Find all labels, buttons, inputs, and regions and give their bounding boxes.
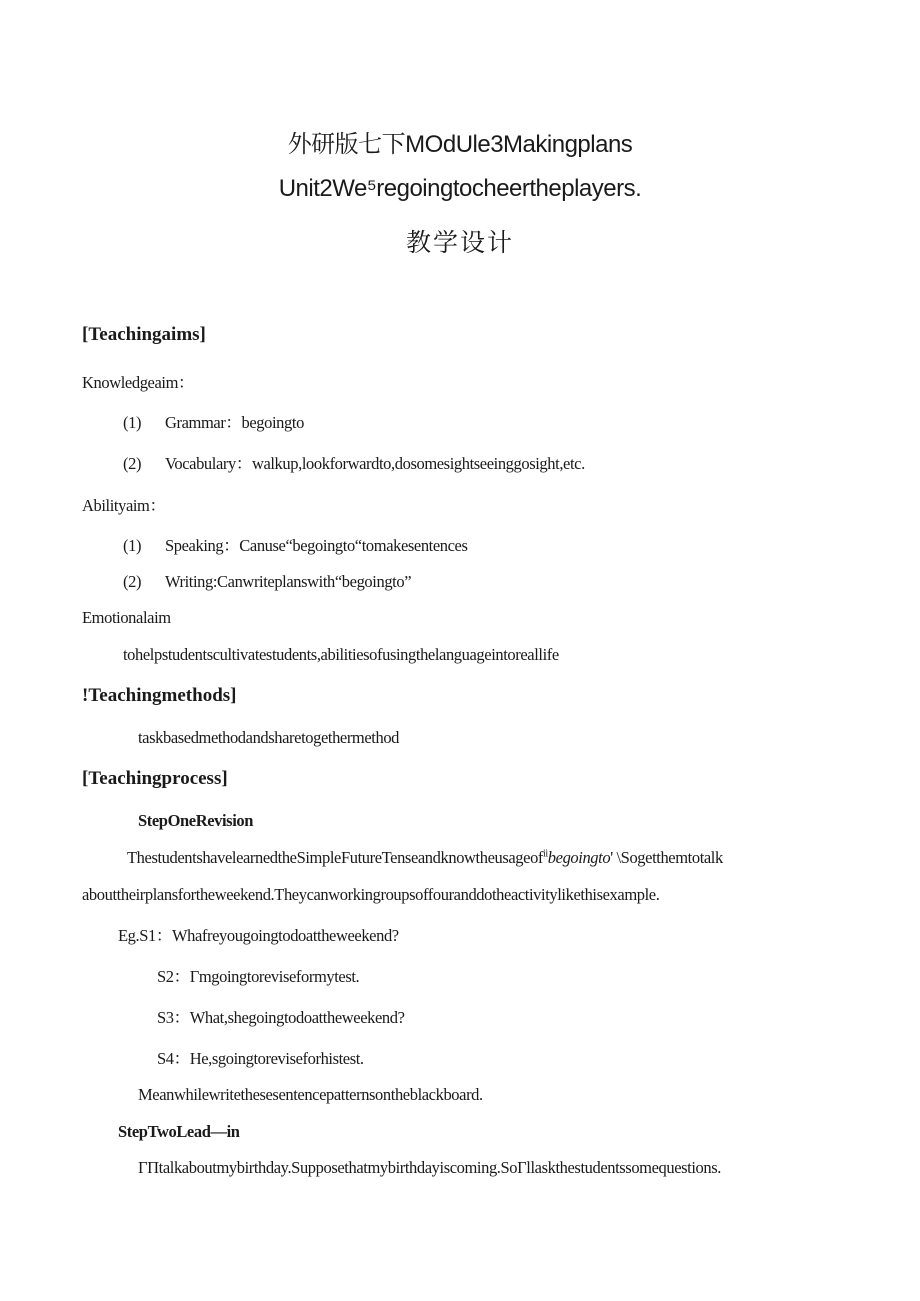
emotional-aim-text: tohelpstudentscultivatestudents,abilitiesofusingthelanguageintoreallife	[123, 645, 559, 664]
step-two-title: StepTwoLead—in	[118, 1122, 240, 1141]
list-item-text: Writing:Canwriteplanswith“begoingto”	[165, 572, 412, 591]
list-item-number: (2)	[123, 572, 142, 591]
section-heading-aims: [Teachingaims]	[82, 324, 206, 345]
step-one-title: StepOneRevision	[138, 811, 254, 830]
meanwhile-text: Meanwhilewritethesesentencepatternsontheblackboard.	[138, 1085, 483, 1104]
list-item	[123, 450, 585, 474]
step-two-text: ΓΠtalkaboutmybirthday.Supposethatmybirthdayiscoming.SoΓllaskthestudentssomequestions.	[138, 1158, 721, 1177]
step-one-text-b: ' \Sogetthemtotalk	[610, 848, 723, 867]
list-item-number: (1)	[123, 536, 142, 555]
dialogue-line: Eg.S1：Whafreyougoingtodoattheweekend?	[118, 926, 399, 945]
list-item	[123, 409, 304, 433]
document-title: 外研版七下MOdUle3Makingplans	[287, 131, 633, 158]
step-one-italic: begoingto	[547, 848, 611, 867]
list-item-text: Vocabulary：walkup,lookforwardto,dosomesightseeinggosight,etc.	[165, 454, 585, 473]
emotional-aim-label: Emotionalaim	[82, 608, 171, 627]
knowledge-aim-label: Knowledgeaim：	[82, 373, 195, 392]
section-heading-process: [Teachingprocess]	[82, 768, 228, 789]
list-item-number: (2)	[123, 454, 142, 473]
document-heading-cjk: 教学设计	[405, 228, 514, 257]
ability-aim-label: Abilityaim：	[82, 496, 166, 515]
section-heading-methods: !Teachingmethods]	[82, 685, 237, 706]
list-item-text: Speaking：Canuse“begoingto“tomakesentences	[165, 536, 468, 555]
list-item	[123, 532, 468, 556]
dialogue-line: S2：Γmgoingtoreviseformytest.	[157, 967, 360, 986]
document-subtitle: Unit2We⁵regoingtocheertheplayers.	[278, 175, 642, 202]
methods-text: taskbasedmethodandsharetogethermethod	[138, 728, 400, 747]
list-item	[123, 572, 411, 592]
dialogue-line: S3：What,shegoingtodoattheweekend?	[157, 1008, 405, 1027]
step-one-paragraph-line1	[127, 848, 723, 868]
superscript-mark: ii	[543, 848, 548, 860]
step-one-text-a: ThestudentshavelearnedtheSimpleFutureTenseandknowtheusageof	[127, 848, 544, 867]
dialogue-line: S4：He,sgoingtoreviseforhistest.	[157, 1049, 364, 1068]
list-item-number: (1)	[123, 413, 142, 432]
list-item-text: Grammar：begoingto	[165, 413, 304, 432]
step-one-paragraph-line2: abouttheirplansfortheweekend.Theycanworkingroupsoffouranddotheactivitylikethisexample.	[82, 885, 660, 904]
